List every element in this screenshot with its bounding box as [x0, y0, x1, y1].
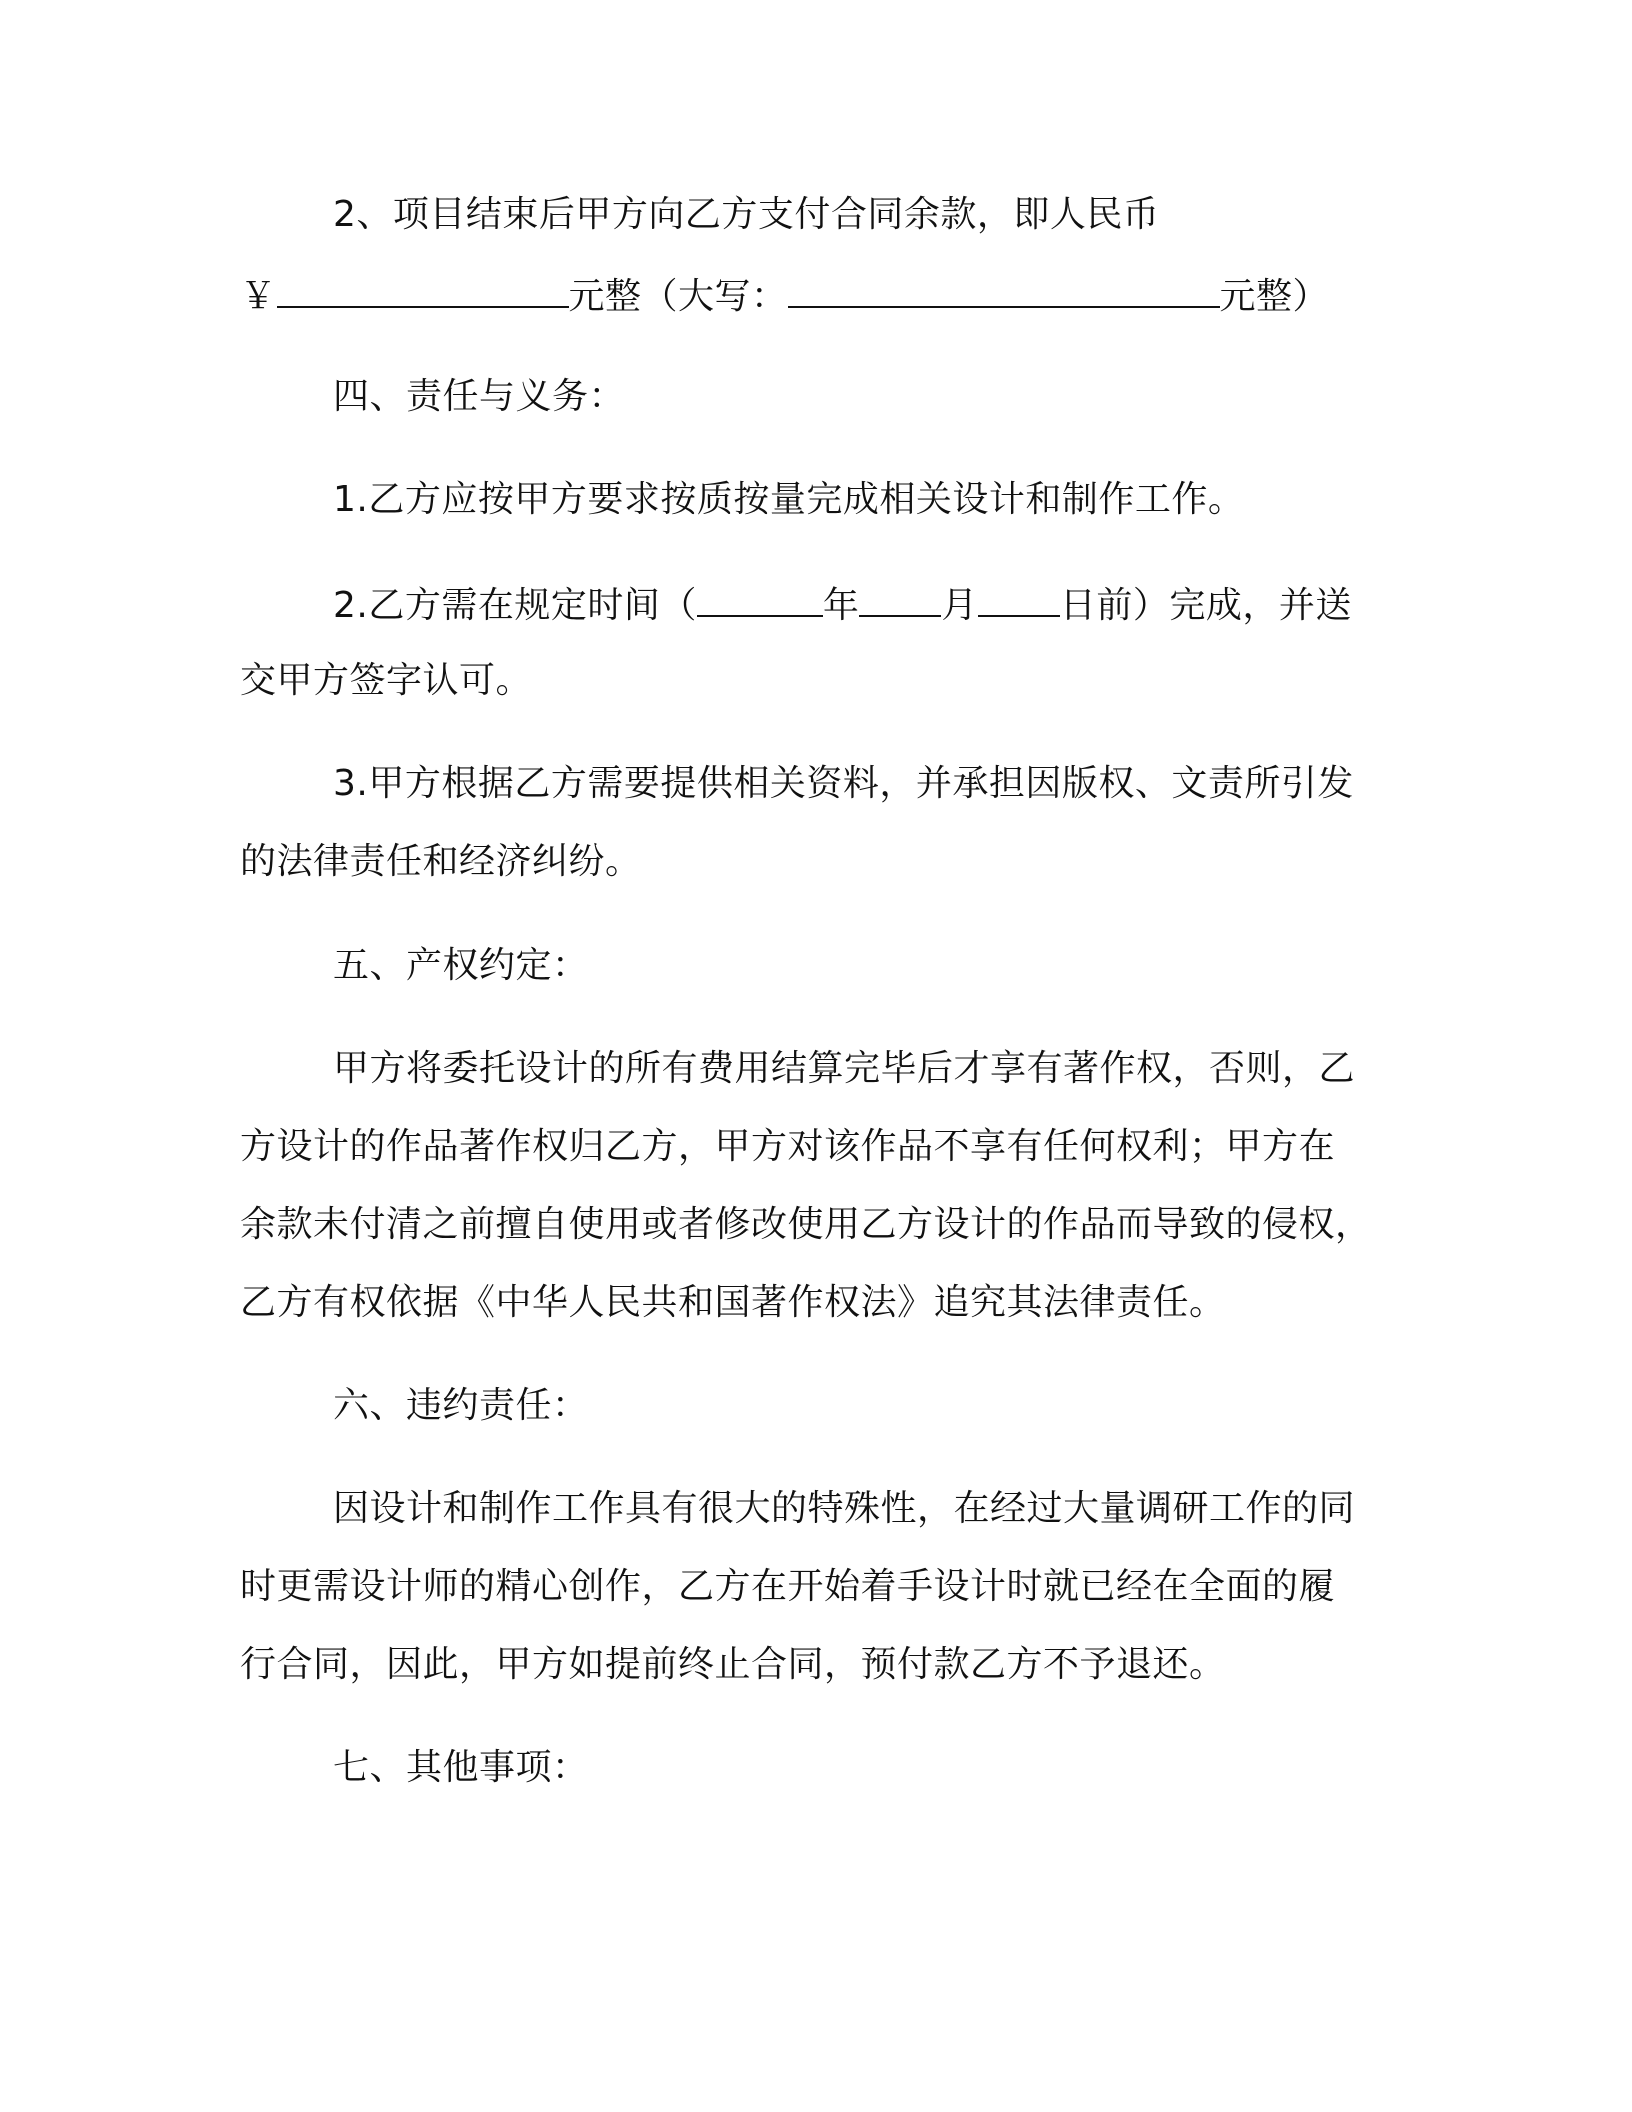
section6-line-1: 因设计和制作工作具有很大的特殊性，在经过大量调研工作的同 [333, 1488, 1356, 1529]
section6-line-2: 时更需设计师的精心创作，乙方在开始着手设计时就已经在全面的履 [240, 1566, 1336, 1607]
payment-unit-1: 元整（大写： [568, 276, 788, 317]
day-blank[interactable] [978, 581, 1060, 617]
section4-item1: 1.乙方应按甲方要求按质按量完成相关设计和制作工作。 [333, 479, 1245, 520]
section4-item3-line2: 的法律责任和经济纠纷。 [240, 841, 642, 882]
section4-item2-line2: 交甲方签字认可。 [240, 660, 533, 701]
section5-line-2: 方设计的作品著作权归乙方，甲方对该作品不享有任何权利；甲方在 [240, 1126, 1336, 1167]
payment-line-1: 2、项目结束后甲方向乙方支付合同余款，即人民币 [333, 194, 1160, 235]
payment-line-2 [240, 272, 1329, 319]
section5-heading: 五、产权约定： [333, 945, 589, 986]
amount-words-blank[interactable] [788, 272, 1220, 308]
section4-heading: 四、责任与义务： [333, 376, 626, 417]
section4-item2-line1: 2.乙方需在规定时间（ 年 月 日前）完成，并送 [333, 581, 1352, 628]
currency-symbol: ￥ [240, 276, 277, 317]
section7-heading: 七、其他事项： [333, 1747, 589, 1788]
section5-line-3: 余款未付清之前擅自使用或者修改使用乙方设计的作品而导致的侵权， [240, 1204, 1372, 1245]
amount-blank[interactable] [277, 272, 569, 308]
section6-line-3: 行合同，因此，甲方如提前终止合同，预付款乙方不予退还。 [240, 1644, 1226, 1685]
year-blank[interactable] [697, 581, 823, 617]
section5-line-1: 甲方将委托设计的所有费用结算完毕后才享有著作权，否则，乙 [333, 1048, 1356, 1089]
payment-unit-2: 元整） [1219, 276, 1330, 317]
section6-heading: 六、违约责任： [333, 1385, 589, 1426]
section5-line-4: 乙方有权依据《中华人民共和国著作权法》追究其法律责任。 [240, 1282, 1226, 1323]
month-blank[interactable] [859, 581, 941, 617]
section4-item3-line1: 3.甲方根据乙方需要提供相关资料，并承担因版权、文责所引发 [333, 763, 1354, 804]
